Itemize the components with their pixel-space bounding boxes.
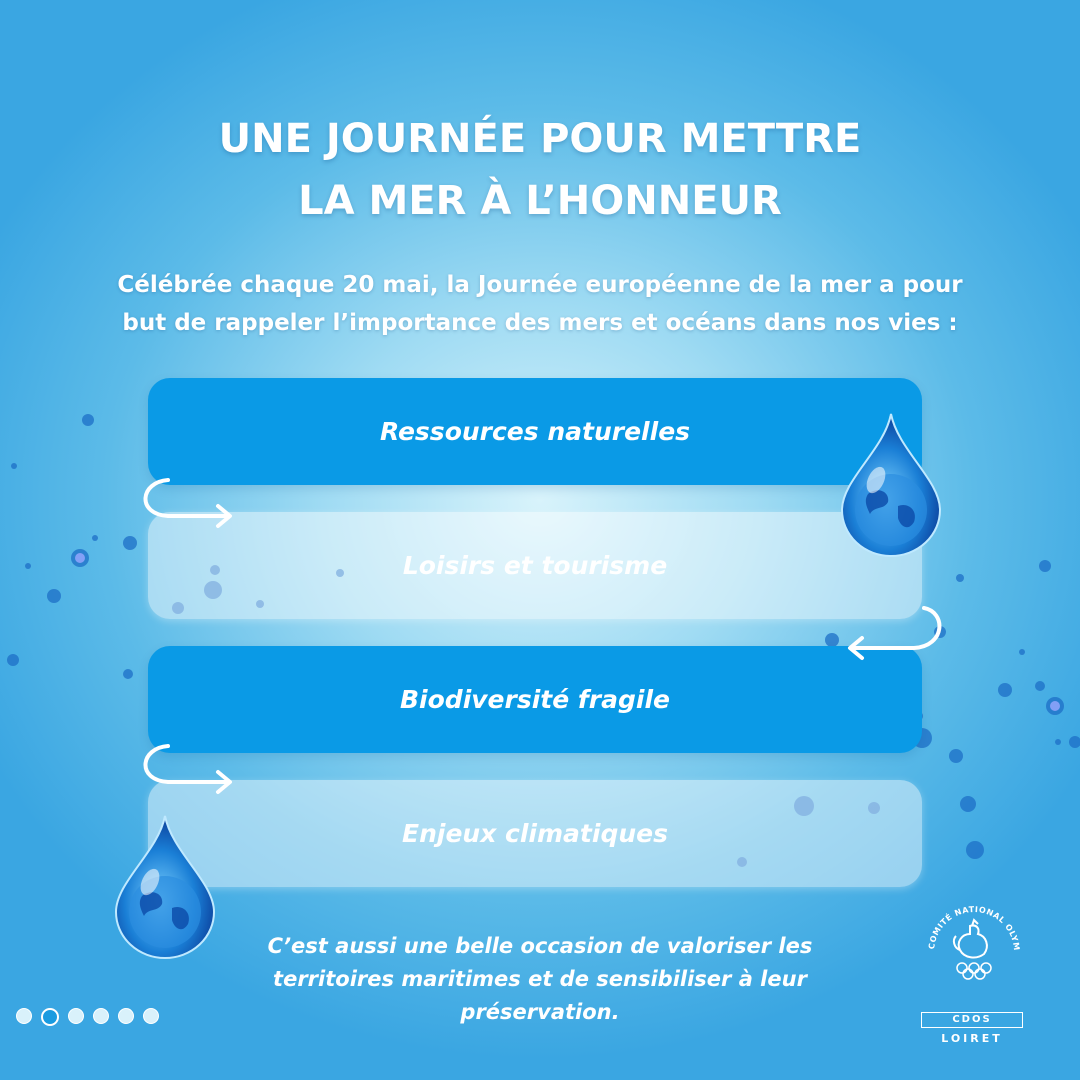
outro-line-3: préservation. xyxy=(460,1000,620,1024)
item-box-4 xyxy=(148,780,922,887)
rooster-icon xyxy=(954,920,987,957)
pager-dot-active[interactable] xyxy=(41,1008,59,1026)
outro-line-2: territoires maritimes et de sensibiliser à leur xyxy=(273,967,807,991)
logo-box-label: CDOS xyxy=(921,1012,1023,1028)
pager-dot[interactable] xyxy=(93,1008,109,1024)
item-box-2 xyxy=(148,512,922,619)
pager-dot[interactable] xyxy=(16,1008,32,1024)
pager-dot[interactable] xyxy=(68,1008,84,1024)
carousel-pager xyxy=(16,1008,159,1026)
curved-arrow-icon xyxy=(838,602,948,662)
intro-text xyxy=(40,266,1040,342)
item-label-3: Biodiversité fragile xyxy=(400,685,670,714)
title-line-1: UNE JOURNÉE POUR METTRE xyxy=(218,116,862,162)
item-label-1: Ressources naturelles xyxy=(379,417,691,446)
item-label-2: Loisirs et tourisme xyxy=(402,551,668,580)
olympic-committee-emblem xyxy=(916,890,1032,1010)
water-drop-globe-icon xyxy=(838,410,944,560)
svg-text:COMITÉ NATIONAL OLYMPIQUE ET S xyxy=(916,890,1021,951)
curved-arrow-icon xyxy=(132,474,242,530)
olympic-rings-icon xyxy=(957,963,991,979)
page-title xyxy=(0,108,1080,232)
outro-line-1: C’est aussi une belle occasion de valoriser les xyxy=(267,934,813,958)
intro-line-1: Célébrée chaque 20 mai, la Journée européenne de la mer a pour xyxy=(117,272,963,298)
pager-dot[interactable] xyxy=(118,1008,134,1024)
pager-dot[interactable] xyxy=(143,1008,159,1024)
cdos-logo xyxy=(916,890,1032,1060)
curved-arrow-icon xyxy=(132,740,242,796)
item-box-1 xyxy=(148,378,922,485)
item-label-4: Enjeux climatiques xyxy=(402,819,668,848)
water-drop-globe-icon xyxy=(112,812,218,962)
outro-text xyxy=(230,930,850,1029)
logo-sub-label: LOIRET xyxy=(941,1032,1003,1045)
title-line-2: LA MER À L’HONNEUR xyxy=(298,178,782,224)
intro-line-2: but de rappeler l’importance des mers et océans dans nos vies : xyxy=(122,310,958,336)
item-box-3 xyxy=(148,646,922,753)
logo-ring-text: COMITÉ NATIONAL OLYM xyxy=(927,904,1022,952)
